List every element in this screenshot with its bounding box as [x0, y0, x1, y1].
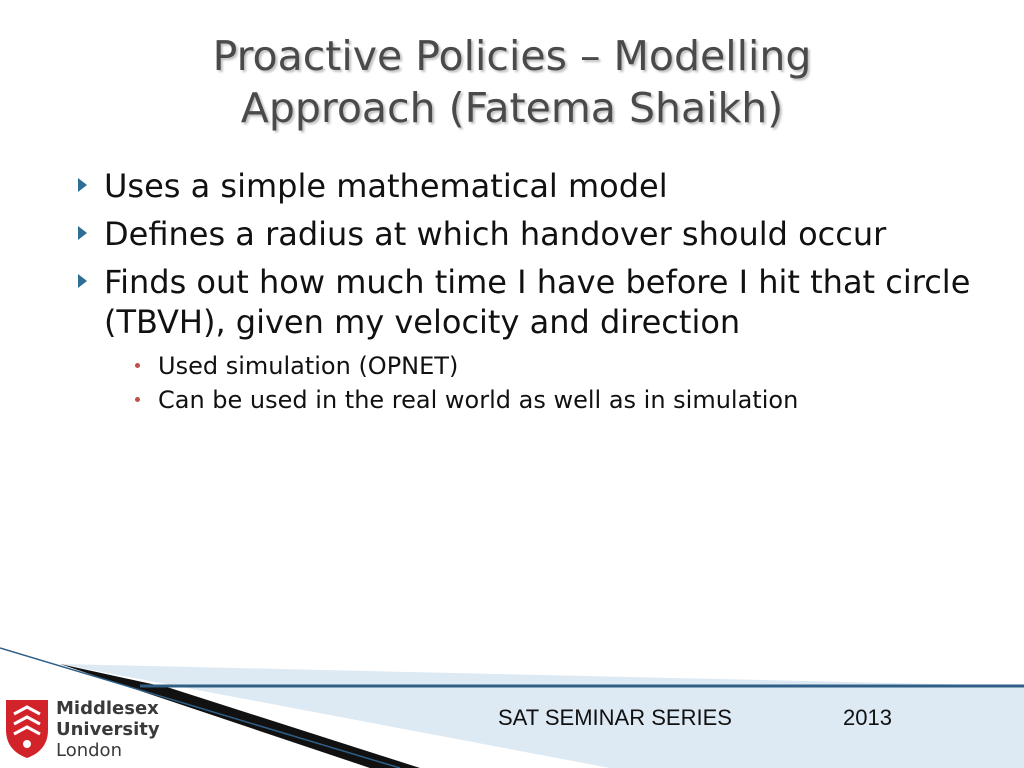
triangle-bullet-icon	[78, 178, 87, 192]
triangle-bullet-icon	[78, 274, 87, 288]
triangle-bullet-icon	[78, 226, 87, 240]
logo-line-2: University	[56, 719, 160, 740]
bullet-text: Uses a simple mathematical model	[104, 167, 668, 205]
slide-title	[60, 30, 964, 134]
sub-bullet-item	[78, 384, 978, 416]
footer-series: SAT SEMINAR SERIES	[498, 705, 732, 730]
bullet-text: Defines a radius at which handover should occur	[104, 215, 887, 253]
sub-bullet-text: Used simulation (OPNET)	[158, 352, 459, 380]
university-logo	[4, 698, 160, 762]
bullet-item	[78, 166, 978, 206]
logo-line-3: London	[56, 740, 122, 761]
bullet-item	[78, 214, 978, 254]
title-line-2: Approach (Fatema Shaikh)	[240, 84, 784, 132]
bullet-item	[78, 262, 978, 342]
logo-line-1: Middlesex	[56, 698, 159, 719]
sub-bullet-text: Can be used in the real world as well as in simulation	[158, 386, 799, 414]
university-shield-icon	[4, 698, 50, 760]
dot-bullet-icon	[135, 363, 140, 368]
dot-bullet-icon	[135, 397, 140, 402]
sub-bullet-item	[78, 350, 978, 382]
title-line-1: Proactive Policies – Modelling	[212, 32, 812, 80]
slide-content	[78, 166, 978, 416]
logo-wordmark	[56, 698, 160, 761]
bullet-text: Finds out how much time I have before I hit that circle (TBVH), given my velocity and direction	[104, 263, 971, 341]
footer-year: 2013	[843, 705, 892, 730]
